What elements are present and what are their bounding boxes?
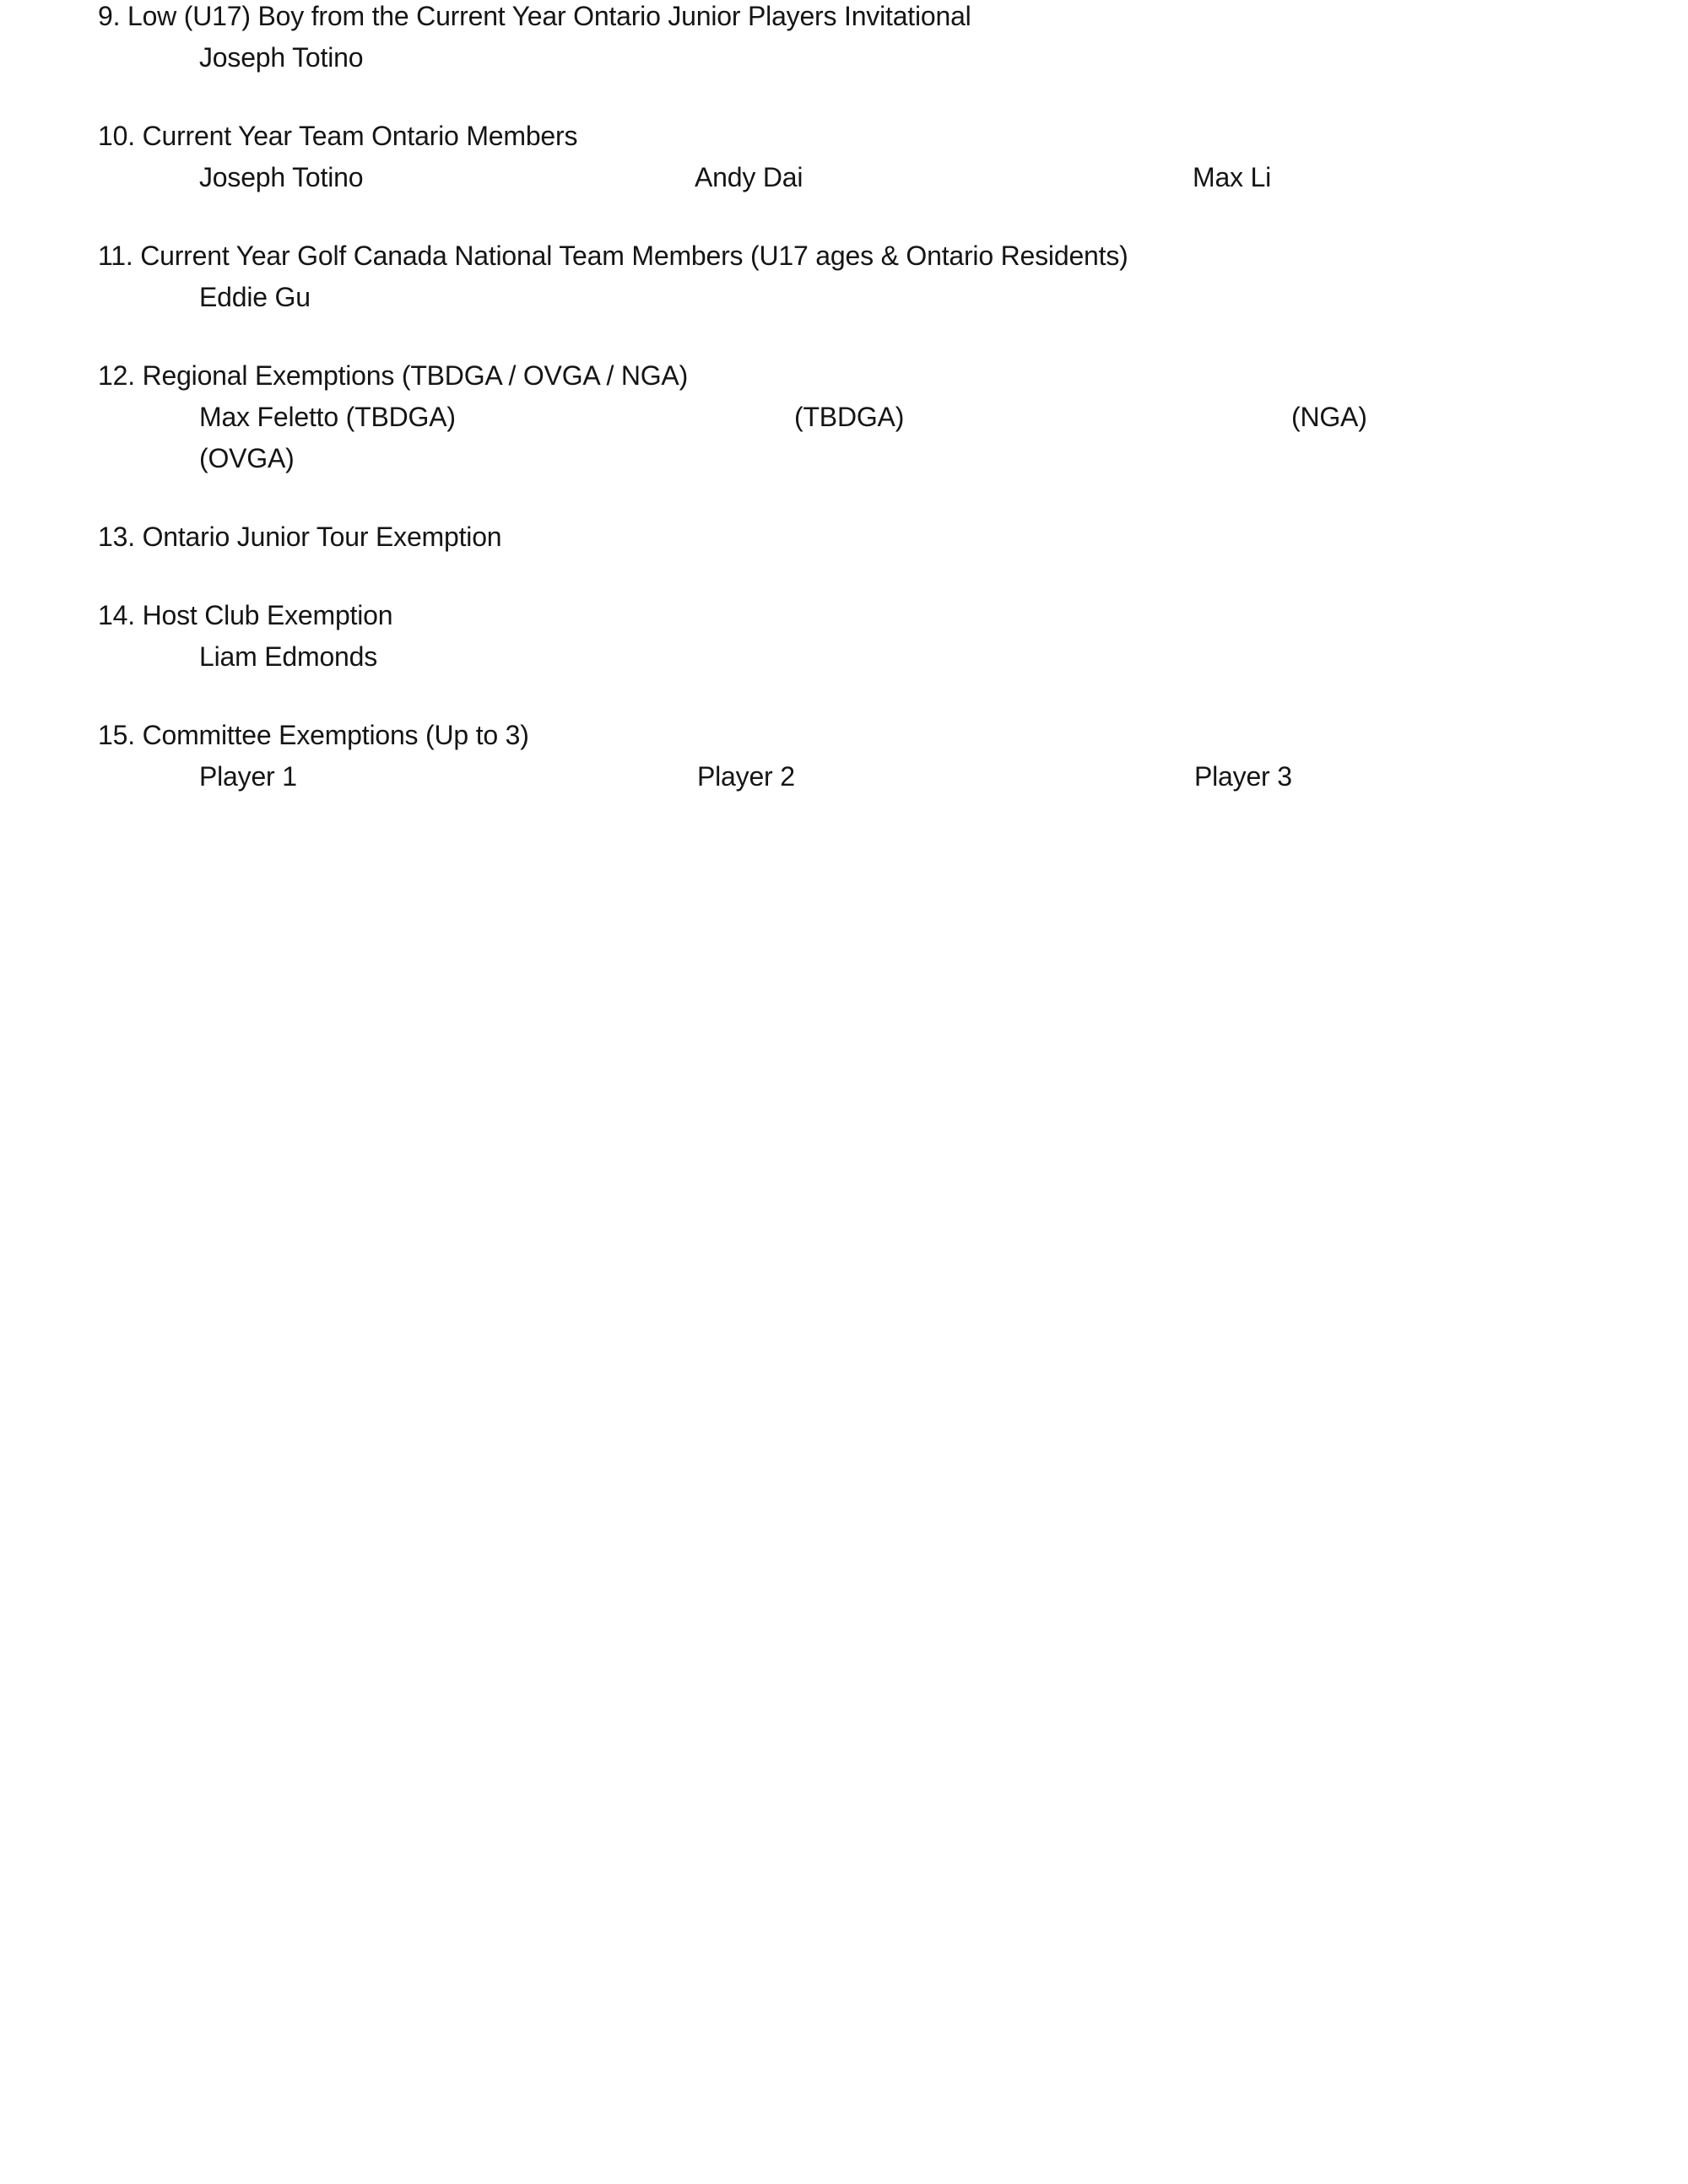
player-name: Max Feletto (TBDGA) xyxy=(199,402,456,432)
player-placeholder: Player 3 xyxy=(1194,761,1292,792)
player-name: Joseph Totino xyxy=(199,162,364,192)
section-12-players-row xyxy=(0,397,1688,438)
section-11-heading: 11. Current Year Golf Canada National Team Members (U17 ages & Ontario Residents) xyxy=(98,241,1128,271)
regional-association-label: (NGA) xyxy=(1291,402,1367,432)
player-placeholder: Player 2 xyxy=(697,761,795,792)
player-name: Joseph Totino xyxy=(199,42,364,73)
section-14-heading: 14. Host Club Exemption xyxy=(98,600,393,630)
section-15-players-row xyxy=(0,756,1688,797)
section-10-heading: 10. Current Year Team Ontario Members xyxy=(98,121,578,151)
player-placeholder: Player 1 xyxy=(199,761,297,792)
regional-association-label: (TBDGA) xyxy=(794,402,905,432)
player-name: Eddie Gu xyxy=(199,282,311,312)
section-15-heading: 15. Committee Exemptions (Up to 3) xyxy=(98,720,529,750)
section-12-heading: 12. Regional Exemptions (TBDGA / OVGA / NGA) xyxy=(98,360,689,391)
regional-association-label: (OVGA) xyxy=(199,443,295,473)
player-name: Max Li xyxy=(1193,162,1272,192)
section-9-heading: 9. Low (U17) Boy from the Current Year Ontario Junior Players Invitational xyxy=(98,1,971,31)
section-13-heading: 13. Ontario Junior Tour Exemption xyxy=(98,522,502,552)
player-name: Liam Edmonds xyxy=(199,641,378,672)
section-10-players-row xyxy=(0,157,1688,198)
player-name: Andy Dai xyxy=(695,162,803,192)
